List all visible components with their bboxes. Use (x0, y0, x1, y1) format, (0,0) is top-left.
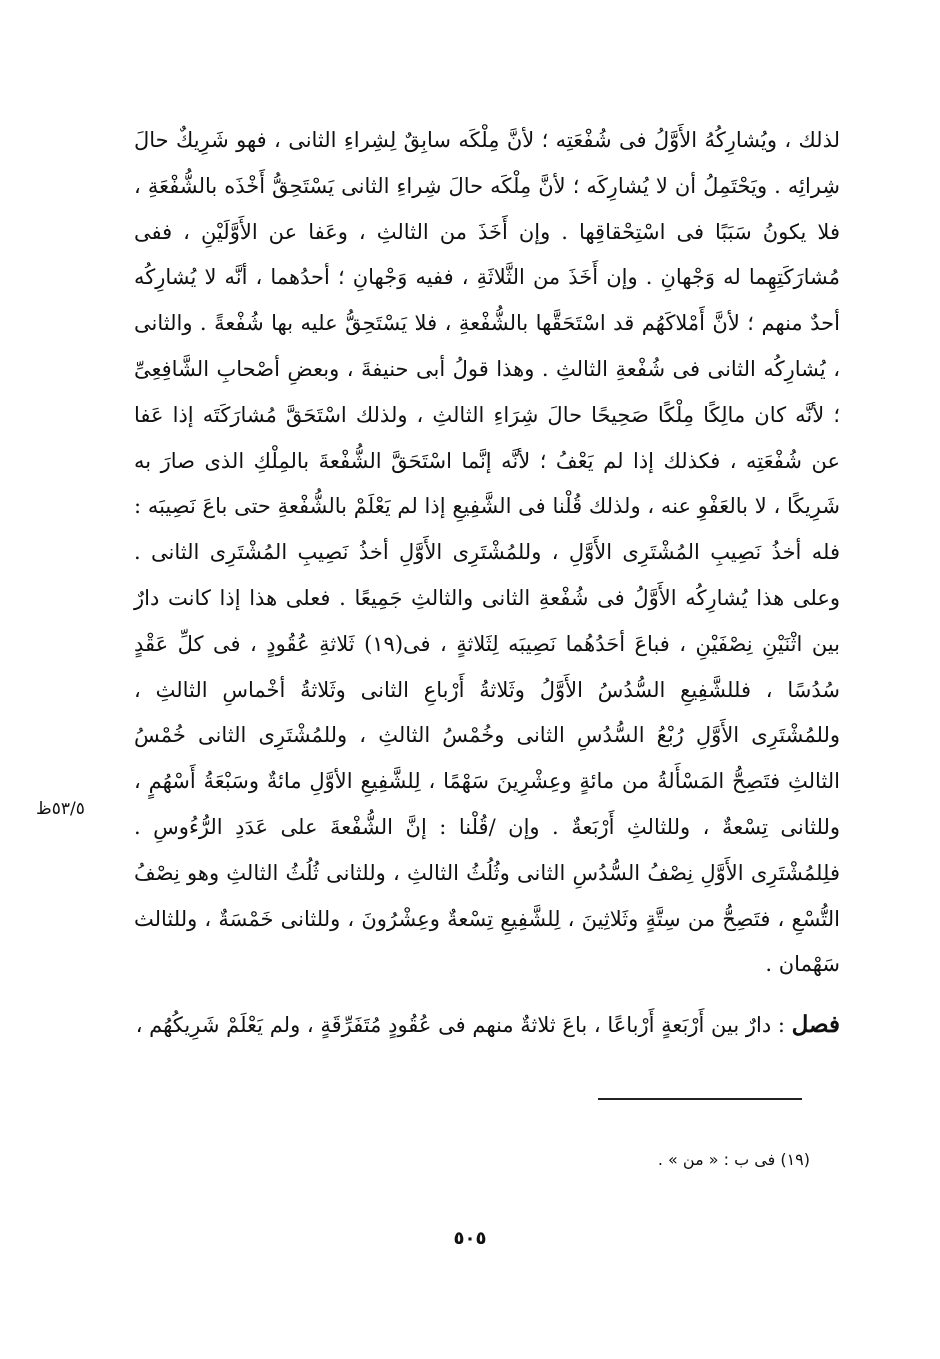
page-number: ٥٠٥ (453, 1228, 487, 1249)
footnote: (١٩) فى ب : « من » . (657, 1150, 810, 1169)
section-label: فصل (791, 1011, 840, 1038)
section-text: : دارٌ بين أَرْبَعةٍ أَرْباعًا ، باعَ ثلاثةٌ منهم فى عُقُودٍ مُتَفَرِّقَةٍ ، ولم يَعْلَمْ شَرِيكُهُم ، (135, 1013, 785, 1037)
main-body-text: لذلك ، ويُشارِكُهُ الأَوَّلُ فى شُفْعَتِه ؛ لأنَّ مِلْكَه سابِقٌ لِشِراءِ الثانى ، فهو شَرِيكٌ حالَ شِرائِه . ويَحْتَمِلُ أن لا يُشارِكَه ؛ لأنَّ مِلْكَه حالَ شِراءِ الثانى يَسْتَحِقُّ أَخْذَه بالشُّفْعَةِ ، فلا يكونُ سَبَبًا فى اسْتِحْقاقِها . وإن أَخَذَ من الثالثِ ، وعَفا عن الأَوَّلَيْنِ ، ففى مُشارَكَتِهِما له وَجْهانِ . وإن أَخَذَ من الثَّلاثَةِ ، ففيه وَجْهانِ ؛ أحدُهما ، أنَّه لا يُشارِكُه أحدٌ منهم ؛ لأنَّ أَمْلاكَهُم قد اسْتَحَقَّها بالشُّفْعةِ ، فلا يَسْتَحِقُّ عليه بها شُفْعةً . والثانى ، يُشارِكُه الثانى فى شُفْعةِ الثالثِ . وهذا قولُ أبى حنيفةَ ، وبعضِ أصْحابِ الشَّافِعِىِّ ؛ لأنَّه كان مالِكًا مِلْكًا صَحِيحًا حالَ شِرَاءِ الثالثِ ، ولذلك اسْتَحَقَّ مُشارَكَتَه إذا عَفا عن شُفْعَتِه ، فكذلك إذا لم يَعْفُ ؛ لأنَّه إنَّما اسْتَحَقَّ الشُّفْعةَ بالمِلْكِ الذى صارَ به شَرِيكًا ، لا بالعَفْوِ عنه ، ولذلك قُلْنا فى الشَّفِيعِ إذا لم يَعْلَمْ بالشُّفْعةِ حتى باعَ نَصِيبَه : فله أخذُ نَصِيبِ المُشْتَرِى الأَوَّلِ ، وللمُشْتَرِى الأَوَّلِ أخذُ نَصِيبِ المُشْتَرِى الثانى . وعلى هذا يُشارِكُه الأَوَّلُ فى شُفْعةِ الثانى والثالثِ جَمِيعًا . فعلى هذا إذا كانت دارٌ بين اثْنَيْنِ نِصْفَيْنِ ، فباعَ أحَدُهُما نَصِيبَه لِثَلاثةٍ ، فى(١٩) ثَلاثةِ عُقُودٍ ، فى كلِّ عَقْدٍ سُدُسًا ، فللشَّفِيعِ السُّدُسُ الأَوَّلُ وثَلاثةُ أَرْباعِ الثانى وثَلاثةُ أخْماسِ الثالثِ ، وللمُشْتَرِى الأَوَّلِ رُبْعُ السُّدُسِ الثانى وخُمْسُ الثالثِ ، وللمُشْتَرِى الثانى خُمْسُ الثالثِ فتَصِحُّ المَسْأَلةُ من مائةٍ وعِشْرِينَ سَهْمًا ، لِلشَّفِيعِ الأوَّلِ مائةٌ وسَبْعَةُ أَسْهُمٍ ، وللثانى تِسْعةٌ ، وللثالثِ أَرْبَعةٌ . وإن /قُلْنا : إنَّ الشُّفْعةَ على عَدَدِ الرُّءُوسِ . فلِلمُشْتَرِى الأَوَّلِ نِصْفُ السُّدُسِ الثانى وثُلُثُ الثالثِ ، وللثانى ثُلُثُ الثالثِ وهو نِصْفُ التُّسْعِ ، فتَصِحُّ من سِتَّةٍ وثَلاثِينَ ، لِلشَّفِيعِ تِسْعةٌ وعِشْرُونَ ، وللثانى خَمْسَةٌ ، وللثالث سَهْمان . (134, 128, 840, 977)
section-paragraph (134, 1002, 840, 1048)
footnote-divider (598, 1098, 802, 1100)
margin-manuscript-reference: ٥٣/٥ظ (36, 799, 85, 819)
